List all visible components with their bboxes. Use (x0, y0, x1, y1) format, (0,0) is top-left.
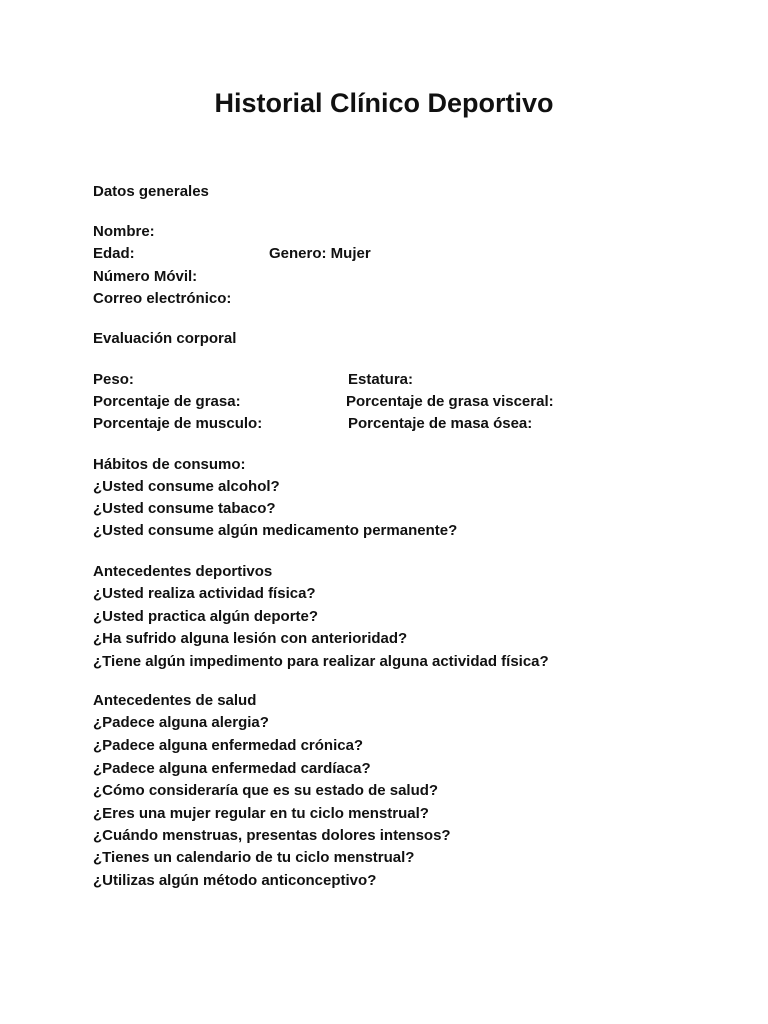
field-label-grasa: Porcentaje de grasa: (93, 393, 241, 410)
question-enfermedad-cardiaca: ¿Padece alguna enfermedad cardíaca? (93, 760, 371, 777)
question-lesion: ¿Ha sufrido alguna lesión con anterioridad? (93, 630, 408, 647)
field-label-movil: Número Móvil: (93, 268, 198, 285)
question-ciclo-regular: ¿Eres una mujer regular en tu ciclo menstrual? (93, 805, 429, 822)
section-heading-datos-generales: Datos generales (93, 183, 209, 200)
field-label-masa-osea: Porcentaje de masa ósea: (348, 415, 533, 432)
question-medicamento: ¿Usted consume algún medicamento permanente? (93, 522, 458, 539)
question-dolores: ¿Cuándo menstruas, presentas dolores intensos? (93, 827, 451, 844)
section-heading-antecedentes-salud: Antecedentes de salud (93, 692, 257, 709)
question-impedimento: ¿Tiene algún impedimento para realizar alguna actividad física? (93, 653, 549, 670)
question-anticonceptivo: ¿Utilizas algún método anticonceptivo? (93, 872, 377, 889)
question-estado-salud: ¿Cómo consideraría que es su estado de salud? (93, 782, 439, 799)
section-heading-evaluacion-corporal: Evaluación corporal (93, 330, 237, 347)
field-label-edad: Edad: (93, 245, 135, 262)
section-heading-antecedentes-deportivos: Antecedentes deportivos (93, 563, 273, 580)
field-label-genero: Genero: Mujer (269, 245, 371, 262)
field-label-nombre: Nombre: (93, 223, 155, 240)
question-actividad-fisica: ¿Usted realiza actividad física? (93, 585, 316, 602)
field-label-estatura: Estatura: (348, 371, 414, 388)
question-enfermedad-cronica: ¿Padece alguna enfermedad crónica? (93, 737, 364, 754)
question-deporte: ¿Usted practica algún deporte? (93, 608, 319, 625)
question-calendario: ¿Tienes un calendario de tu ciclo menstrual? (93, 849, 415, 866)
page-title: Historial Clínico Deportivo (214, 88, 554, 118)
field-label-peso: Peso: (93, 371, 134, 388)
field-label-grasa-visceral: Porcentaje de grasa visceral: (346, 393, 554, 410)
field-label-musculo: Porcentaje de musculo: (93, 415, 263, 432)
section-heading-habitos: Hábitos de consumo: (93, 456, 246, 473)
field-label-correo: Correo electrónico: (93, 290, 232, 307)
question-tabaco: ¿Usted consume tabaco? (93, 500, 276, 517)
question-alcohol: ¿Usted consume alcohol? (93, 478, 280, 495)
question-alergia: ¿Padece alguna alergia? (93, 714, 269, 731)
